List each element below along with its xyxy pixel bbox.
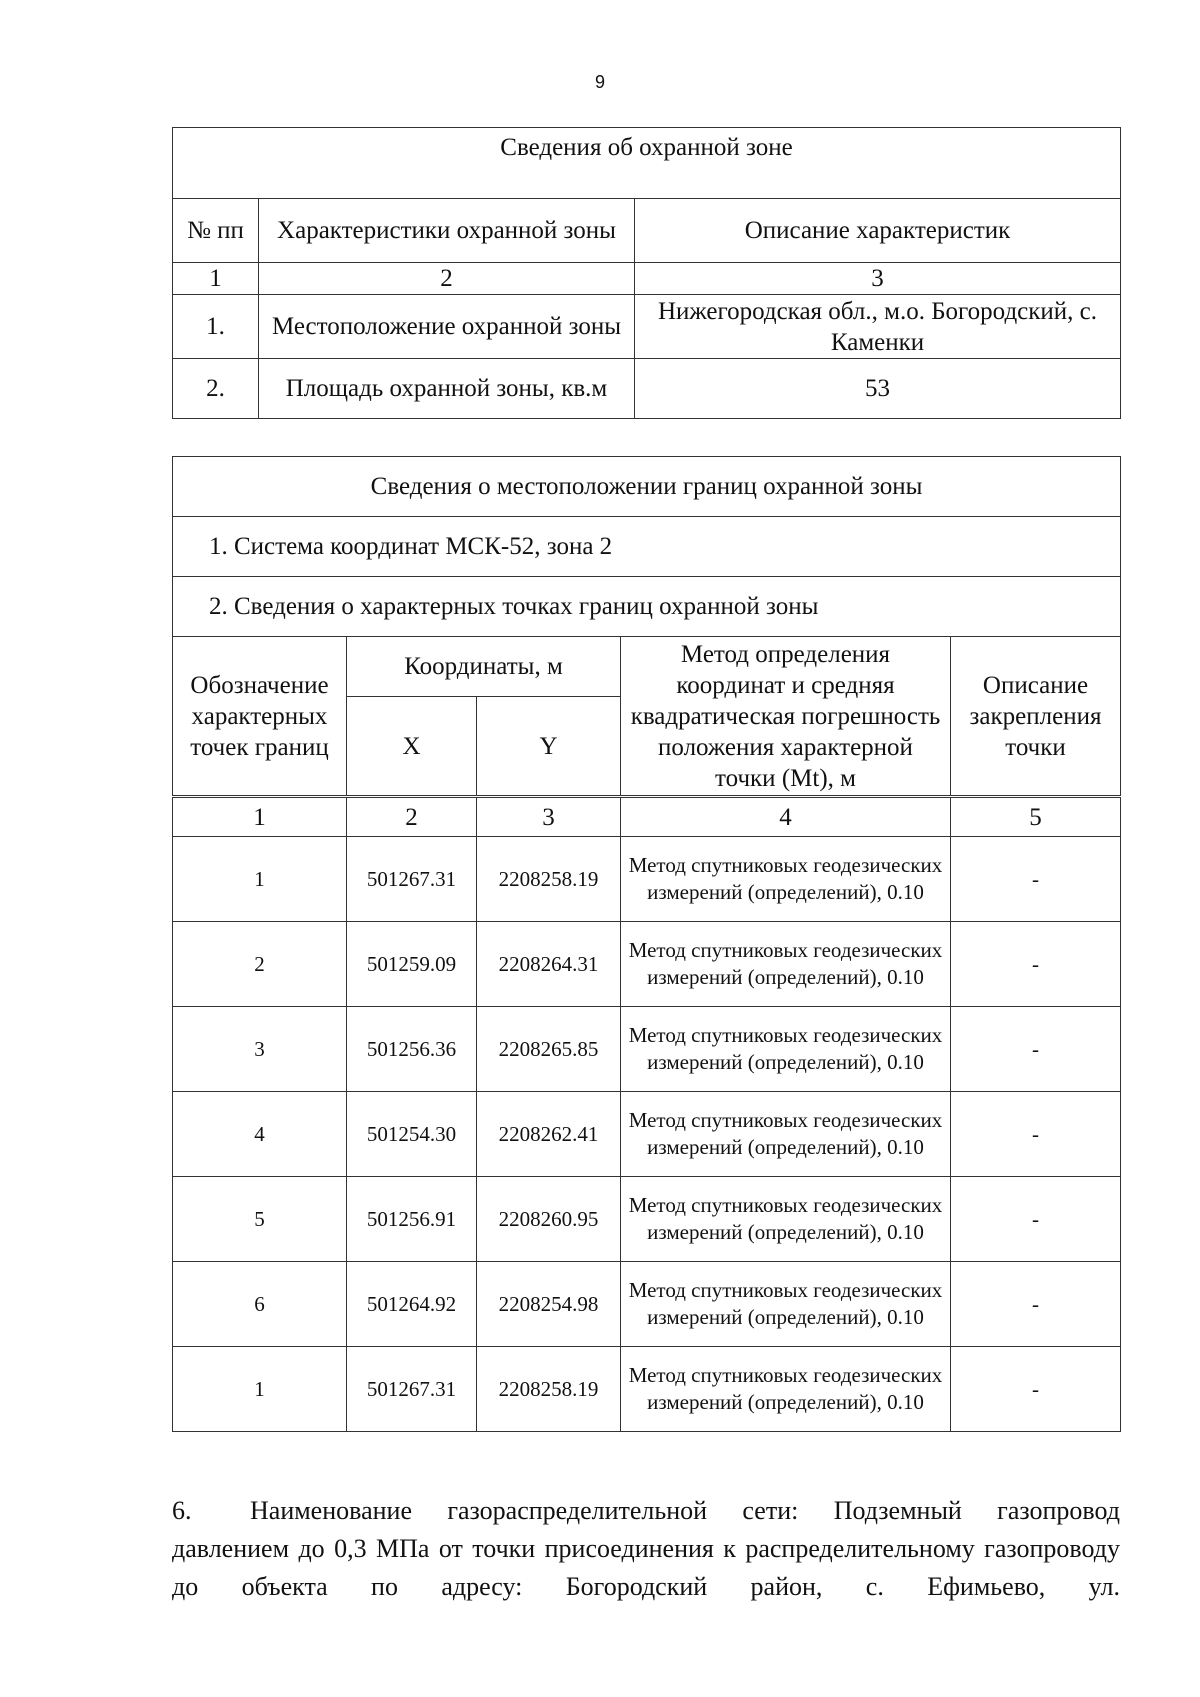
point-fixing: - [951,1092,1121,1177]
point-method: Метод спутниковых геодезических измерений (определений), 0.10 [621,1177,951,1262]
header-characteristic: Характеристики охранной зоны [259,199,635,263]
point-id: 1 [173,1347,347,1432]
coordinate-system: 1. Система координат МСК-52, зона 2 [173,517,1121,577]
point-method: Метод спутниковых геодезических измерений (определений), 0.10 [621,1007,951,1092]
point-fixing: - [951,1347,1121,1432]
header-method: Метод определения координат и средняя квадратическая погрешность положения характерной точки (Mt), м [621,637,951,797]
point-id: 2 [173,922,347,1007]
point-y: 2208264.31 [477,922,621,1007]
point-fixing: - [951,1262,1121,1347]
point-x: 501264.92 [347,1262,477,1347]
boundaries-table [172,456,1121,1432]
point-fixing: - [951,1177,1121,1262]
point-fixing: - [951,1007,1121,1092]
point-y: 2208258.19 [477,837,621,922]
header-number: № пп [173,199,259,263]
point-id: 6 [173,1262,347,1347]
table-row [173,1092,1121,1177]
point-id: 3 [173,1007,347,1092]
point-y: 2208260.95 [477,1177,621,1262]
point-method: Метод спутниковых геодезических измерений (определений), 0.10 [621,1262,951,1347]
row-characteristic: Площадь охранной зоны, кв.м [259,359,635,419]
column-number: 2 [347,797,477,837]
table-row [173,295,1121,359]
column-number: 3 [477,797,621,837]
point-method: Метод спутниковых геодезических измерений (определений), 0.10 [621,1092,951,1177]
point-method: Метод спутниковых геодезических измерений (определений), 0.10 [621,837,951,922]
paragraph-number: 6. [172,1496,192,1525]
table-row [173,922,1121,1007]
point-x: 501256.91 [347,1177,477,1262]
table-row [173,359,1121,419]
row-number: 2. [173,359,259,419]
table-row [173,1007,1121,1092]
column-number: 4 [621,797,951,837]
point-method: Метод спутниковых геодезических измерений (определений), 0.10 [621,922,951,1007]
point-y: 2208265.85 [477,1007,621,1092]
column-number: 3 [635,263,1121,295]
header-description: Описание характеристик [635,199,1121,263]
point-id: 4 [173,1092,347,1177]
points-title: 2. Сведения о характерных точках границ охранной зоны [173,577,1121,637]
point-x: 501254.30 [347,1092,477,1177]
table-row [173,1347,1121,1432]
point-id: 1 [173,837,347,922]
table-row [173,1177,1121,1262]
table-row [173,837,1121,922]
header-fixing: Описание закрепления точки [951,637,1121,797]
column-number: 5 [951,797,1121,837]
point-x: 501259.09 [347,922,477,1007]
point-x: 501256.36 [347,1007,477,1092]
point-id: 5 [173,1177,347,1262]
boundaries-title: Сведения о местоположении границ охранной зоны [173,457,1121,517]
protection-zone-table [172,127,1121,419]
point-x: 501267.31 [347,1347,477,1432]
point-y: 2208258.19 [477,1347,621,1432]
row-characteristic: Местоположение охранной зоны [259,295,635,359]
point-y: 2208254.98 [477,1262,621,1347]
row-description: Нижегородская обл., м.о. Богородский, с. Каменки [635,295,1121,359]
header-coordinates: Координаты, м [347,637,621,697]
table-row [173,1262,1121,1347]
point-y: 2208262.41 [477,1092,621,1177]
row-description: 53 [635,359,1121,419]
page-number: 9 [594,72,605,92]
zone-table-title: Сведения об охранной зоне [173,128,1121,199]
point-fixing: - [951,922,1121,1007]
point-method: Метод спутниковых геодезических измерений (определений), 0.10 [621,1347,951,1432]
header-y: Y [477,697,621,797]
header-designation: Обозначение характерных точек границ [173,637,347,797]
section-paragraph [172,1492,1120,1606]
paragraph-text: Наименование газораспределительной сети: Подземный газопровод давлением до 0,3 МПа от точки присоединения к распределительному газопроводу до объекта по адресу: Богородский район, с. Ефимьево, ул. [172,1496,1120,1601]
column-number: 1 [173,797,347,837]
column-number: 2 [259,263,635,295]
header-x: X [347,697,477,797]
point-fixing: - [951,837,1121,922]
point-x: 501267.31 [347,837,477,922]
row-number: 1. [173,295,259,359]
column-number: 1 [173,263,259,295]
